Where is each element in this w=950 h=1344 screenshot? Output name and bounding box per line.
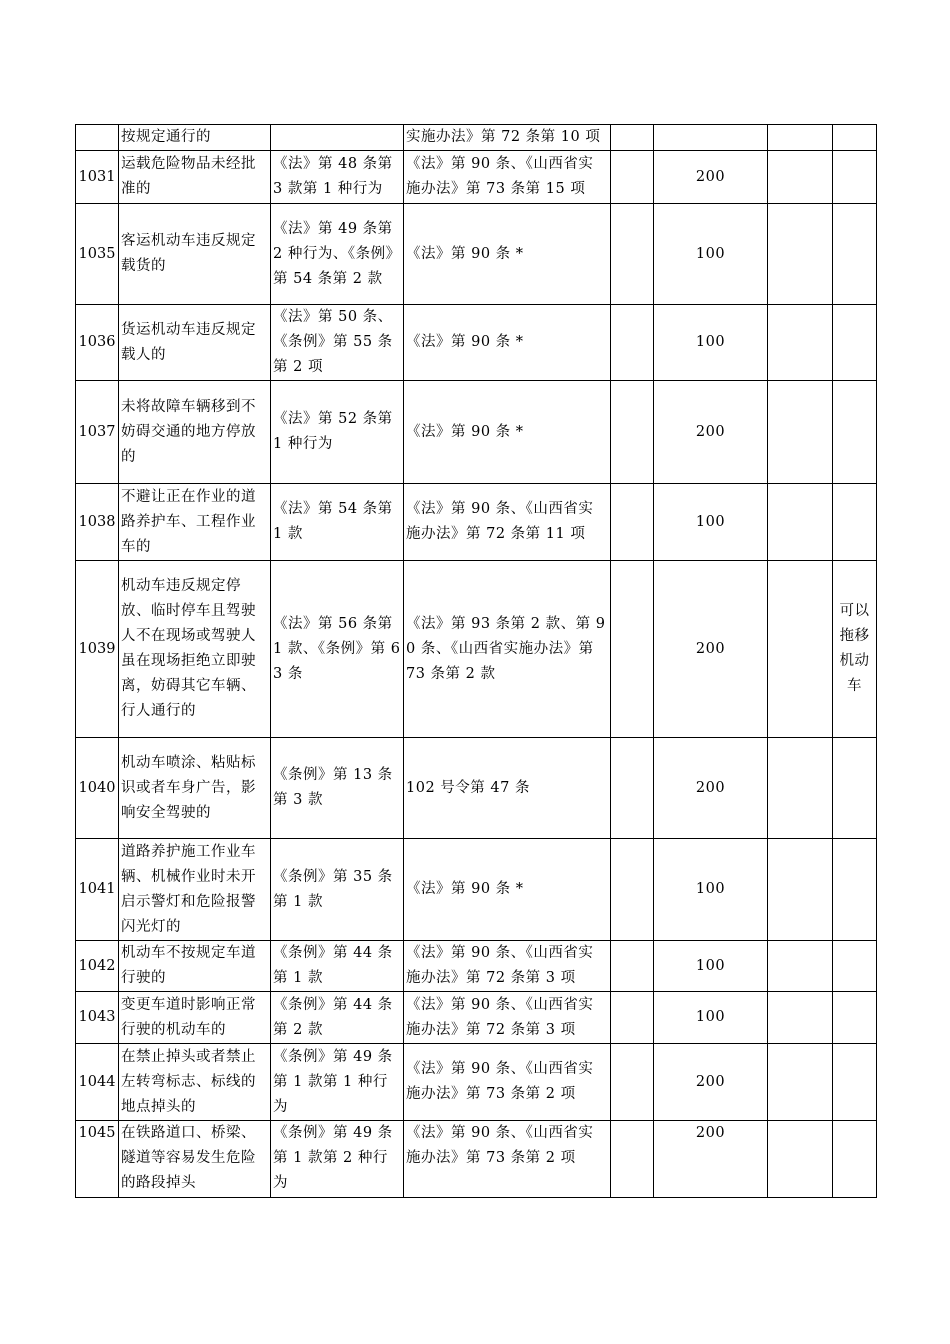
violation-code: 1038 — [76, 484, 119, 561]
table-row — [76, 561, 877, 738]
fine-amount: 200 — [654, 1044, 768, 1121]
violation-behavior: 在铁路道口、桥梁、隧道等容易发生危险的路段掉头 — [119, 1121, 271, 1198]
violation-code: 1035 — [76, 204, 119, 305]
violation-behavior: 在禁止掉头或者禁止左转弯标志、标线的地点掉头的 — [119, 1044, 271, 1121]
fine-amount: 200 — [654, 561, 768, 738]
empty-cell — [611, 738, 654, 839]
penalty-basis: 《法》第 90 条 * — [404, 204, 611, 305]
remark — [833, 125, 877, 151]
legal-basis: 《条例》第 35 条第 1 款 — [271, 839, 404, 941]
empty-cell — [768, 738, 833, 839]
remark — [833, 1044, 877, 1121]
remark — [833, 484, 877, 561]
table-row — [76, 204, 877, 305]
fine-amount: 100 — [654, 839, 768, 941]
empty-cell — [611, 1044, 654, 1121]
violation-behavior: 货运机动车违反规定载人的 — [119, 305, 271, 381]
empty-cell — [611, 125, 654, 151]
fine-amount: 100 — [654, 992, 768, 1044]
legal-basis: 《法》第 56 条第 1 款、《条例》第 63 条 — [271, 561, 404, 738]
violation-code — [76, 125, 119, 151]
penalty-basis: 《法》第 90 条、《山西省实施办法》第 73 条第 2 项 — [404, 1121, 611, 1198]
table-row — [76, 738, 877, 839]
violation-behavior: 运载危险物品未经批准的 — [119, 151, 271, 204]
fine-amount: 200 — [654, 738, 768, 839]
penalty-basis: 《法》第 90 条 * — [404, 305, 611, 381]
fine-amount: 100 — [654, 484, 768, 561]
penalty-basis: 《法》第 90 条、《山西省实施办法》第 73 条第 15 项 — [404, 151, 611, 204]
violation-code: 1037 — [76, 381, 119, 484]
remark — [833, 204, 877, 305]
violation-behavior: 机动车喷涂、粘贴标识或者车身广告，影响安全驾驶的 — [119, 738, 271, 839]
penalty-basis: 《法》第 90 条、《山西省实施办法》第 72 条第 3 项 — [404, 992, 611, 1044]
empty-cell — [611, 381, 654, 484]
fine-amount — [654, 125, 768, 151]
table-row — [76, 125, 877, 151]
empty-cell — [611, 305, 654, 381]
fine-amount: 100 — [654, 941, 768, 992]
penalty-basis: 《法》第 90 条 * — [404, 381, 611, 484]
empty-cell — [768, 484, 833, 561]
violation-behavior: 机动车违反规定停放、临时停车且驾驶人不在现场或驾驶人虽在现场拒绝立即驶离，妨碍其它车辆、行人通行的 — [119, 561, 271, 738]
empty-cell — [768, 992, 833, 1044]
violation-code: 1045 — [76, 1121, 119, 1198]
legal-basis: 《条例》第 49 条第 1 款第 2 种行为 — [271, 1121, 404, 1198]
table-row — [76, 1121, 877, 1198]
penalty-basis: 《法》第 90 条、《山西省实施办法》第 72 条第 3 项 — [404, 941, 611, 992]
remark: 可以拖移机动车 — [833, 561, 877, 738]
empty-cell — [768, 561, 833, 738]
penalty-basis: 《法》第 90 条、《山西省实施办法》第 73 条第 2 项 — [404, 1044, 611, 1121]
empty-cell — [611, 561, 654, 738]
empty-cell — [611, 151, 654, 204]
legal-basis: 《条例》第 13 条第 3 款 — [271, 738, 404, 839]
violation-code: 1036 — [76, 305, 119, 381]
violation-code: 1042 — [76, 941, 119, 992]
violation-code: 1041 — [76, 839, 119, 941]
empty-cell — [768, 151, 833, 204]
fine-amount: 100 — [654, 305, 768, 381]
remark — [833, 941, 877, 992]
remark — [833, 151, 877, 204]
penalty-basis: 《法》第 90 条 * — [404, 839, 611, 941]
violation-code: 1039 — [76, 561, 119, 738]
penalty-basis: 实施办法》第 72 条第 10 项 — [404, 125, 611, 151]
legal-basis: 《条例》第 49 条第 1 款第 1 种行为 — [271, 1044, 404, 1121]
violation-behavior: 道路养护施工作业车辆、机械作业时未开启示警灯和危险报警闪光灯的 — [119, 839, 271, 941]
remark — [833, 839, 877, 941]
legal-basis: 《法》第 52 条第 1 种行为 — [271, 381, 404, 484]
table-row — [76, 941, 877, 992]
violation-code: 1031 — [76, 151, 119, 204]
table-row — [76, 305, 877, 381]
table-row — [76, 151, 877, 204]
legal-basis: 《法》第 54 条第 1 款 — [271, 484, 404, 561]
violation-behavior: 变更车道时影响正常行驶的机动车的 — [119, 992, 271, 1044]
table-row — [76, 1044, 877, 1121]
empty-cell — [768, 125, 833, 151]
fine-amount: 200 — [654, 381, 768, 484]
fine-amount: 200 — [654, 1121, 768, 1198]
violation-code: 1040 — [76, 738, 119, 839]
penalty-basis: 102 号令第 47 条 — [404, 738, 611, 839]
remark — [833, 738, 877, 839]
violation-behavior: 机动车不按规定车道行驶的 — [119, 941, 271, 992]
empty-cell — [611, 839, 654, 941]
penalty-basis: 《法》第 90 条、《山西省实施办法》第 72 条第 11 项 — [404, 484, 611, 561]
legal-basis: 《条例》第 44 条第 1 款 — [271, 941, 404, 992]
empty-cell — [768, 204, 833, 305]
remark — [833, 305, 877, 381]
violation-behavior: 按规定通行的 — [119, 125, 271, 151]
legal-basis: 《法》第 48 条第 3 款第 1 种行为 — [271, 151, 404, 204]
table-row — [76, 992, 877, 1044]
fine-amount: 200 — [654, 151, 768, 204]
violation-code: 1043 — [76, 992, 119, 1044]
empty-cell — [611, 941, 654, 992]
violation-code: 1044 — [76, 1044, 119, 1121]
penalty-basis: 《法》第 93 条第 2 款、第 90 条、《山西省实施办法》第 73 条第 2 款 — [404, 561, 611, 738]
empty-cell — [611, 204, 654, 305]
remark — [833, 1121, 877, 1198]
empty-cell — [768, 305, 833, 381]
table-row — [76, 484, 877, 561]
empty-cell — [768, 1044, 833, 1121]
table-row — [76, 839, 877, 941]
fine-amount: 100 — [654, 204, 768, 305]
legal-basis: 《法》第 49 条第 2 种行为、《条例》第 54 条第 2 款 — [271, 204, 404, 305]
remark — [833, 381, 877, 484]
violation-behavior: 客运机动车违反规定载货的 — [119, 204, 271, 305]
empty-cell — [611, 992, 654, 1044]
legal-basis: 《条例》第 44 条第 2 款 — [271, 992, 404, 1044]
table-row — [76, 381, 877, 484]
empty-cell — [611, 484, 654, 561]
violation-behavior: 不避让正在作业的道路养护车、工程作业车的 — [119, 484, 271, 561]
empty-cell — [768, 839, 833, 941]
remark — [833, 992, 877, 1044]
legal-basis: 《法》第 50 条、《条例》第 55 条第 2 项 — [271, 305, 404, 381]
legal-basis — [271, 125, 404, 151]
empty-cell — [768, 941, 833, 992]
empty-cell — [611, 1121, 654, 1198]
empty-cell — [768, 1121, 833, 1198]
violation-table — [75, 124, 877, 1198]
violation-behavior: 未将故障车辆移到不妨碍交通的地方停放的 — [119, 381, 271, 484]
empty-cell — [768, 381, 833, 484]
